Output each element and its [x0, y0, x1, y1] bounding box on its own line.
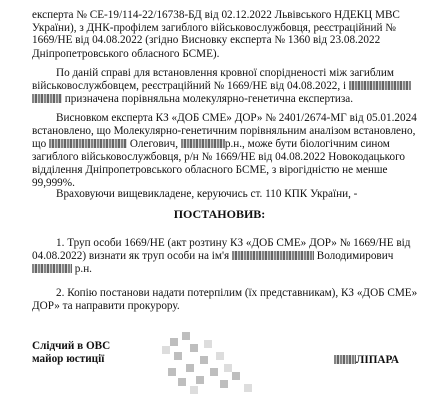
p1-line-3-text: призначена порівняльна молекулярно-генетична експертиза.	[64, 93, 353, 105]
p4-line-1: 1. Труп особи 1669/НЕ (акт розтину КЗ «ДОБ СМЕ» ДОР» № 1669/НЕ від	[56, 237, 411, 249]
signer-surname-text: ЛІПАРА	[356, 354, 399, 366]
p4-line-3	[32, 263, 92, 275]
p1-line-2	[32, 80, 411, 92]
p0-line-2: України), з ДНК-профілем загиблого військовослужбовця, реєстраційний № 1669/НЕ від 04.08.2022 (згідно Висновку експерта № 1360 від 23.08.2022	[32, 22, 396, 46]
p1-line-1: По даній справі для встановлення кровної спорідненості між загиблим	[56, 67, 394, 79]
p2-line-2: встановлено, що Молекулярно-генетичним порівняльним аналізом встановлено,	[32, 125, 416, 137]
p4-line-3-text: р.н.	[74, 263, 92, 275]
p0-line-1: експерта № СЕ-19/114-22/16738-БД від 02.12.2022 Львівського НДЕКЦ МВС	[32, 9, 400, 21]
p4-line-2	[32, 250, 393, 262]
signer-surname	[334, 354, 399, 366]
p3-line: Враховуючи вищевикладене, керуючись ст. 110 КПК України, -	[56, 188, 358, 200]
redacted-date	[32, 264, 72, 273]
redacted-name	[49, 139, 127, 148]
p2-line-6: 99,999%.	[32, 177, 75, 189]
p2-line-4: загиблого військовослужбовця, р/н № 1669/НЕ від 04.08.2022 Новокодацького	[32, 151, 405, 163]
p5-line-1: 2. Копію постанови надати потерпілим (їх представникам), КЗ «ДОБ СМЕ»	[56, 287, 418, 299]
redacted-name	[349, 81, 411, 90]
p4-line-2-a: 04.08.2022) визнати як труп особи на ім'я	[32, 250, 230, 262]
signer-rank: майор юстиції	[32, 353, 105, 365]
p2-line-3-a: що	[32, 138, 47, 150]
resolution-heading: ПОСТАНОВИВ:	[173, 207, 266, 221]
redacted-date	[181, 139, 225, 148]
redacted-name	[32, 94, 62, 103]
p0-line-3: Дніпропетровського обласного БСМЕ).	[32, 48, 220, 60]
signature-redacted	[160, 328, 270, 398]
p2-line-3	[32, 138, 390, 150]
p2-line-3-c: р.н., може бути біологічним сином	[224, 138, 390, 150]
p1-line-2-text: військовослужбовцем, реєстраційний № 1669/НЕ від 04.08.2022, і	[32, 80, 347, 92]
p4-line-2-b: Володимирович	[316, 250, 394, 262]
p2-line-3-b: Олегович,	[129, 138, 179, 150]
redacted-name	[232, 251, 314, 260]
redacted-initials	[334, 355, 356, 364]
p2-line-1: Висновком експерта КЗ «ДОБ СМЕ» ДОР» № 2401/2674-МГ від 05.01.2024	[56, 112, 417, 124]
p1-line-3	[32, 93, 353, 105]
p5-line-2: ДОР» та направити прокурору.	[32, 300, 180, 312]
p2-line-5: відділення Дніпропетровського обласного БСМЕ, з вірогідністю не менше	[32, 164, 388, 176]
signer-title: Слідчий в ОВС	[32, 340, 111, 352]
